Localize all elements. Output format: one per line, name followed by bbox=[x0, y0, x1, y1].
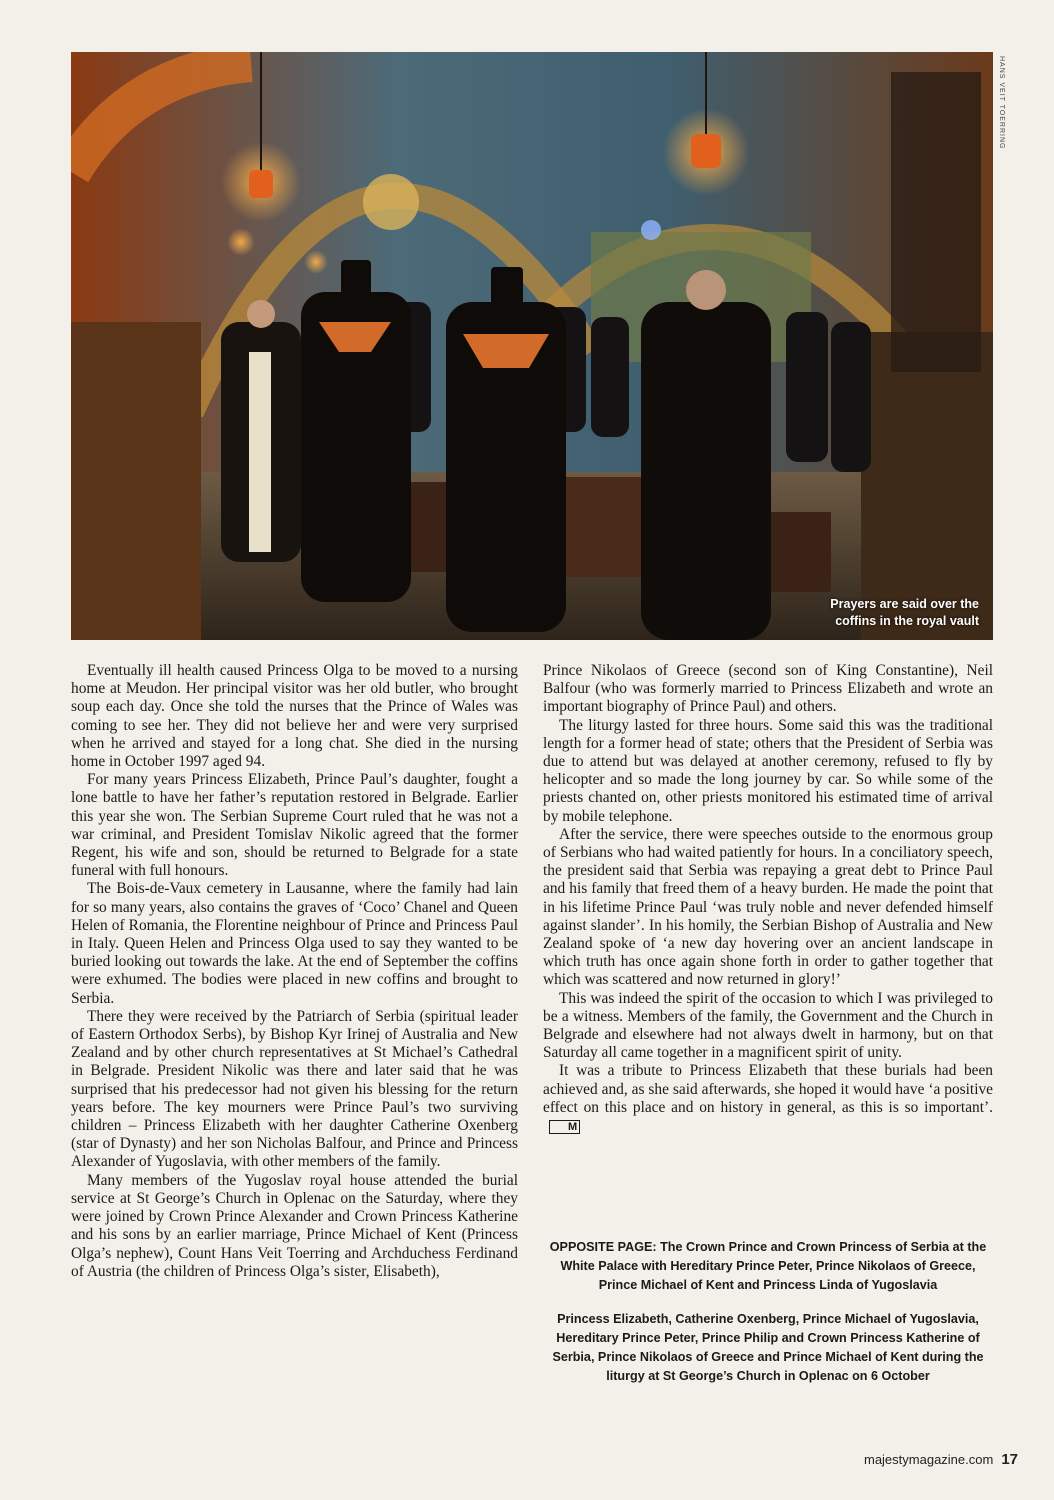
photo-credit: HANS VEIT TOERRING bbox=[998, 56, 1005, 150]
footer-site: majestymagazine.com bbox=[863, 1452, 994, 1467]
photo-caption-line1: Prayers are said over the bbox=[830, 597, 979, 611]
final-paragraph-text: It was a tribute to Princess Elizabeth that these burials had been achieved and, as she said afterwards, she hoped it would have ‘a positive effect on this place and on history in general, as this is so important’. bbox=[543, 1062, 993, 1116]
vault-illustration bbox=[71, 52, 993, 640]
end-mark-icon: M bbox=[549, 1120, 580, 1134]
final-paragraph bbox=[543, 1062, 993, 1135]
page-number: 17 bbox=[1001, 1451, 1018, 1468]
vault-photo bbox=[71, 52, 993, 640]
page-footer bbox=[864, 1451, 1018, 1468]
paragraph: Eventually ill health caused Princess Olga to be moved to a nursing home at Meudon. Her principal visitor was her old butler, who brought soup each day. Once she told the nurses that the Prince of Wales was coming to see her. They did not believe her and were very surprised when he arrived and stayed for a long chat. She died in the nursing home in October 1997 aged 94. bbox=[71, 662, 518, 771]
article-right-column bbox=[543, 662, 993, 1135]
paragraph: Many members of the Yugoslav royal house attended the burial service at St George’s Church in Oplenac on the Saturday, where they were joined by Crown Prince Alexander and Crown Princess Katherine and his sons by an earlier marriage, Prince Michael of Kent (Princess Olga’s nephew), Count Hans Veit Toerring and Archduchess Ferdinand of Austria (the children of Princess Olga’s sister, Elisabeth), bbox=[71, 1171, 518, 1280]
paragraph-continuation: Prince Nikolaos of Greece (second son of King Constantine), Neil Balfour (who was formerly married to Princess Elizabeth and wrote an important biography of Prince Paul) and others. bbox=[543, 662, 993, 716]
photo-caption-line2: coffins in the royal vault bbox=[835, 614, 979, 628]
paragraph: After the service, there were speeches outside to the enormous group of Serbians who had waited patiently for hours. In a conciliatory speech, the president said that Serbia was repaying a great debt to Prince Paul and his family that freed them of a heavy burden. He made the point that in his lifetime Prince Paul ‘was truly noble and never defended himself against slander’. In his homily, the Serbian Bishop of Australia and New Zealand spoke of ‘a new day hovering over an ancient landscape in which truth has once again shone forth in order to gather together that which was scattered and now returned in glory!’ bbox=[543, 825, 993, 989]
article-left-column bbox=[71, 662, 518, 1281]
paragraph: There they were received by the Patriarch of Serbia (spiritual leader of Eastern Orthodox Serbs), by Bishop Kyr Irinej of Australia and New Zealand and by other church representatives at St Michael’s Cathedral in Belgrade. President Nikolic was there and later said that he was surprised that his predecessor had not given his blessing for the return years before. The key mourners were Prince Paul’s two surviving children – Princess Elizabeth with her daughter Catherine Oxenberg (star of Dynasty) and her son Nicholas Balfour, and Prince and Princess Alexander of Yugoslavia, with other members of the family. bbox=[71, 1007, 518, 1171]
paragraph: The Bois-de-Vaux cemetery in Lausanne, where the family had lain for so many years, also contains the graves of ‘Coco’ Chanel and Queen Helen of Romania, the Florentine neighbour of Prince and Princess Paul in Italy. Queen Helen and Princess Olga used to say they wanted to be buried looking out towards the lake. At the end of September the coffins were exhumed. The bodies were placed in new coffins and brought to Serbia. bbox=[71, 880, 518, 1007]
paragraph: The liturgy lasted for three hours. Some said this was the traditional length for a former head of state; others that the President of Serbia was due to attend but was delayed at another ceremony, refused to fly by helicopter and so made the long journey by car. So while some of the priests chanted on, other priests monitored his estimated time of arrival by mobile telephone. bbox=[543, 716, 993, 825]
opposite-page-caption bbox=[543, 1238, 993, 1295]
paragraph: This was indeed the spirit of the occasion to which I was privileged to be a witness. Members of the family, the Government and the Church in Belgrade and elsewhere had not always dwelt in harmony, but on that Saturday all came together in a magnificent spirit of unity. bbox=[543, 989, 993, 1062]
liturgy-caption: Princess Elizabeth, Catherine Oxenberg, Prince Michael of Yugoslavia, Hereditary Prince Peter, Prince Philip and Crown Princess Katherine of Serbia, Prince Nikolaos of Greece and Prince Michael of Kent during the liturgy at St George’s Church in Oplenac on 6 October bbox=[552, 1312, 984, 1383]
photo-caption bbox=[830, 596, 979, 630]
opposite-caption-text: The Crown Prince and Crown Princess of Serbia at the White Palace with Hereditary Prince Peter, Prince Nikolaos of Greece, Prince Michael of Kent and Princess Linda of Yugoslavia bbox=[560, 1240, 987, 1292]
paragraph: For many years Princess Elizabeth, Prince Paul’s daughter, fought a lone battle to have her father’s reputation restored in Belgrade. Earlier this year she won. The Serbian Supreme Court ruled that he was not a war criminal, and President Tomislav Nikolic agreed that the former Regent, his wife and son, should be returned to Belgrade for a state funeral with full honours. bbox=[71, 771, 518, 880]
opposite-caption-lead: OPPOSITE PAGE: bbox=[549, 1240, 657, 1254]
